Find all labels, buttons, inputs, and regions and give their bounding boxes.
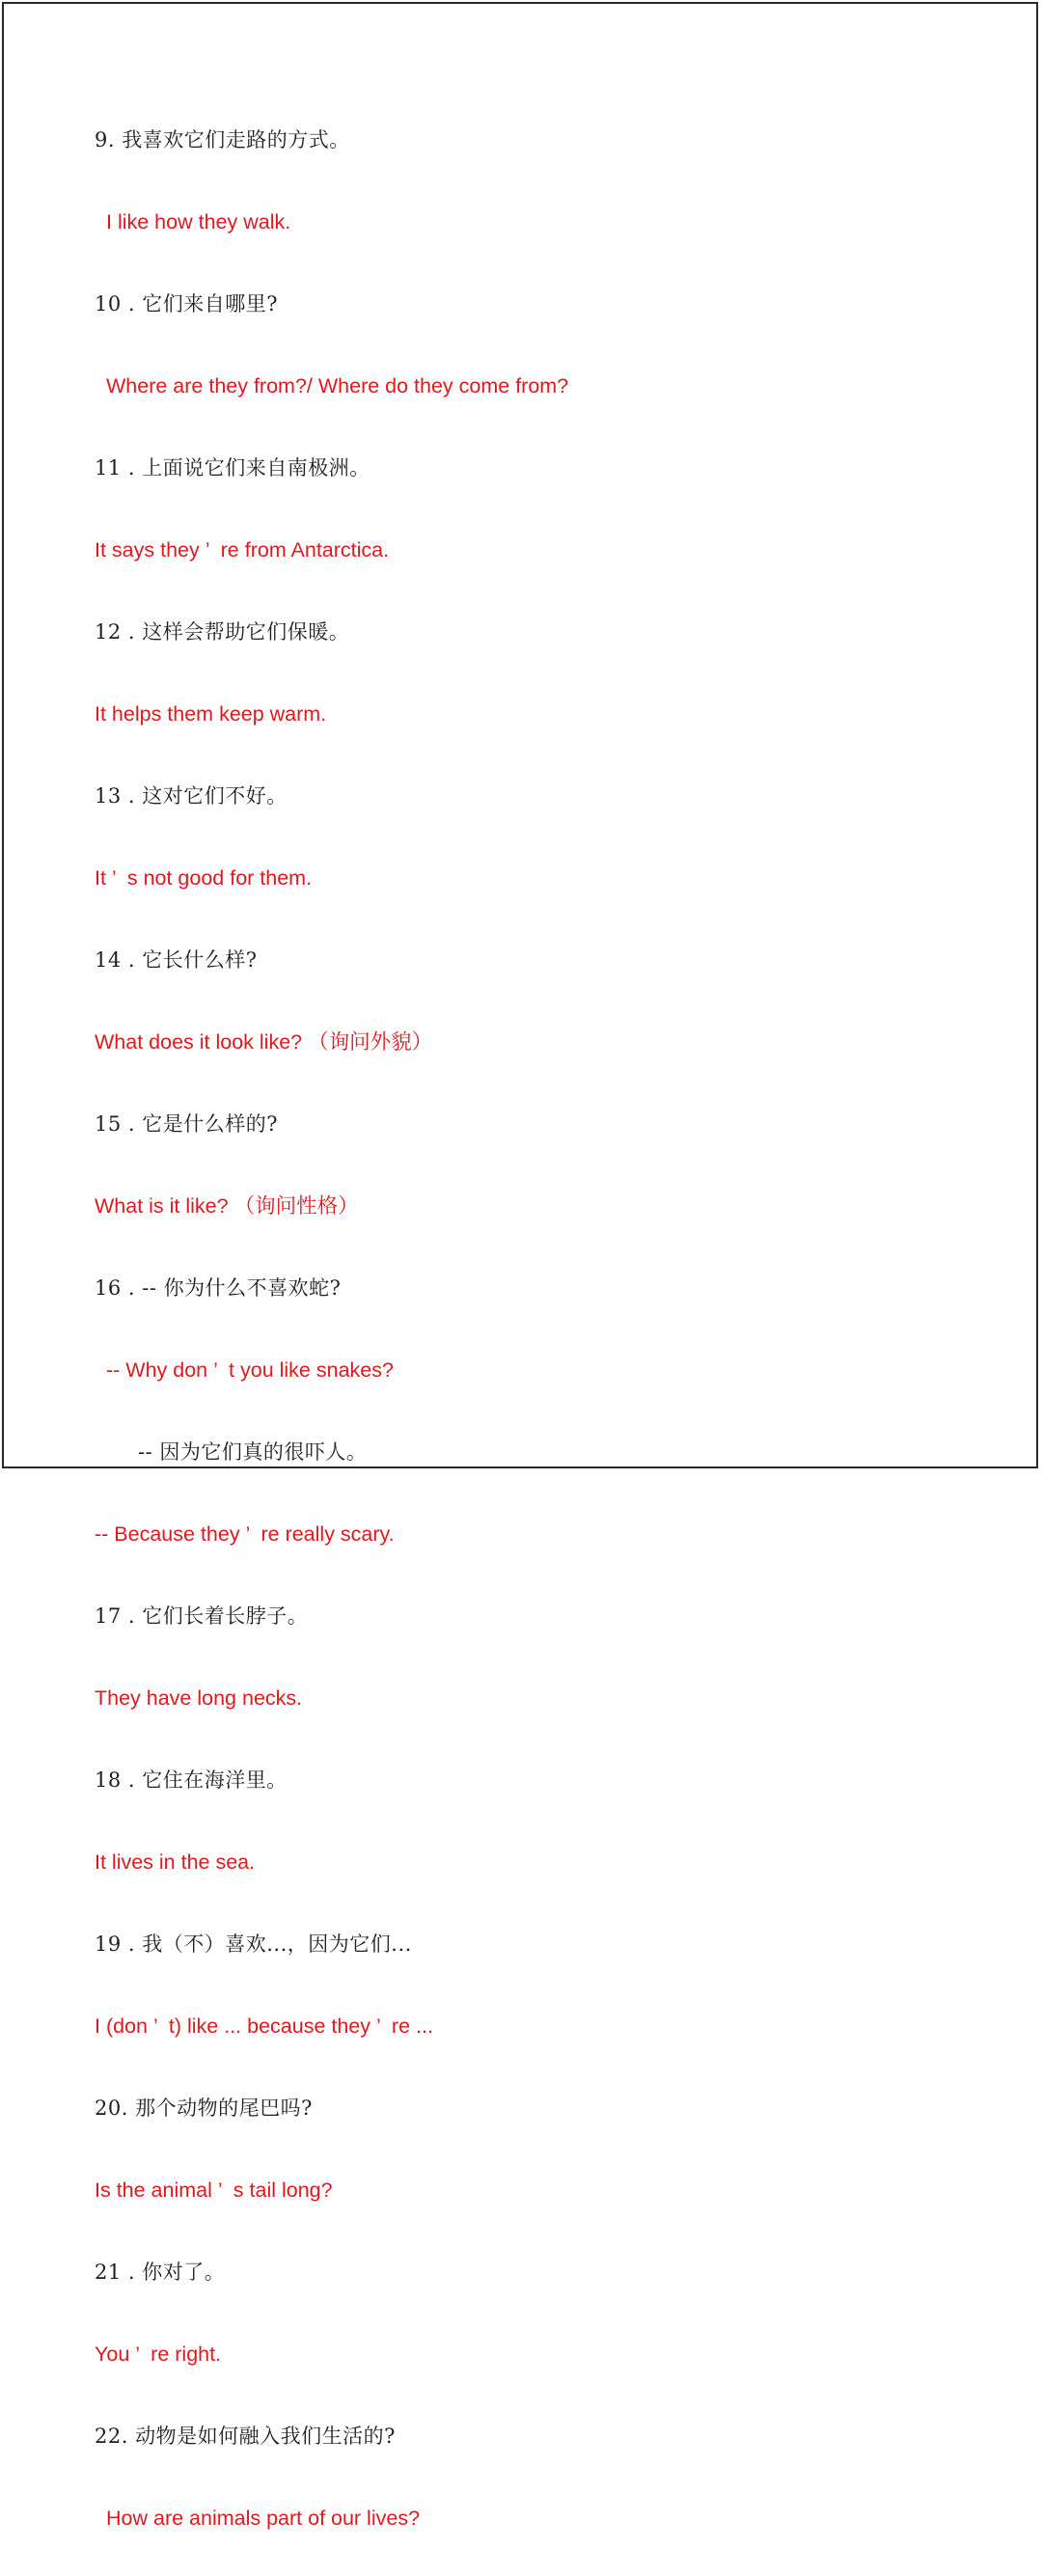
sentence-9-chinese: 9. 我喜欢它们走路的方式。 (95, 128, 350, 151)
sentence-12-english: It helps them keep warm. (95, 702, 327, 726)
sentence-17-english: They have long necks. (95, 1686, 303, 1710)
sentence-21-english: You ’ re right. (95, 2343, 222, 2366)
sentence-22-chinese: 22. 动物是如何融入我们生活的? (95, 2425, 396, 2448)
sentence-17-chinese: 17 . 它们长着长脖子。 (95, 1604, 309, 1628)
sentence-18-chinese: 18 . 它住在海洋里。 (95, 1768, 288, 1792)
sentence-11-chinese: 11 . 上面说它们来自南极洲。 (95, 456, 370, 480)
sentence-18-english: It lives in the sea. (95, 1850, 256, 1874)
sentence-15-chinese: 15 . 它是什么样的? (95, 1112, 279, 1136)
sentence-16-english-question: -- Why don ’ t you like snakes? (106, 1358, 394, 1382)
sentence-19-english: I (don ’ t) like ... because they ’ re ... (95, 2014, 433, 2038)
sentence-14-chinese: 14 . 它长什么样? (95, 948, 258, 972)
sentence-20-chinese: 20. 那个动物的尾巴吗? (95, 2096, 313, 2120)
sentence-15-english: What is it like? （询问性格） (95, 1194, 359, 1218)
sentence-16-chinese-answer: -- 因为它们真的很吓人。 (138, 1440, 368, 1464)
sentence-9-english: I like how they walk. (106, 210, 291, 233)
sentence-19-chinese: 19 . 我（不）喜欢...，因为它们... (95, 1932, 412, 1956)
sentence-16-chinese-question: 16 . -- 你为什么不喜欢蛇? (95, 1276, 342, 1300)
sentence-22-english: How are animals part of our lives? (106, 2507, 421, 2530)
sentence-14-english: What does it look like? （询问外貌） (95, 1030, 433, 1054)
sentence-10-english: Where are they from?/ Where do they come from? (106, 374, 569, 397)
sentence-11-english: It says they ’ re from Antarctica. (95, 538, 390, 562)
sentence-13-chinese: 13 . 这对它们不好。 (95, 784, 288, 808)
worksheet-body (0, 116, 1042, 2576)
sentence-12-chinese: 12 . 这样会帮助它们保暖。 (95, 620, 350, 644)
sentence-21-chinese: 21 . 你对了。 (95, 2261, 226, 2284)
sentence-10-chinese: 10 . 它们来自哪里? (95, 292, 279, 315)
sentence-20-english: Is the animal ’ s tail long? (95, 2179, 333, 2202)
sentence-16-english-answer: -- Because they ’ re really scary. (95, 1522, 395, 1546)
sentence-13-english: It ’ s not good for them. (95, 866, 313, 890)
